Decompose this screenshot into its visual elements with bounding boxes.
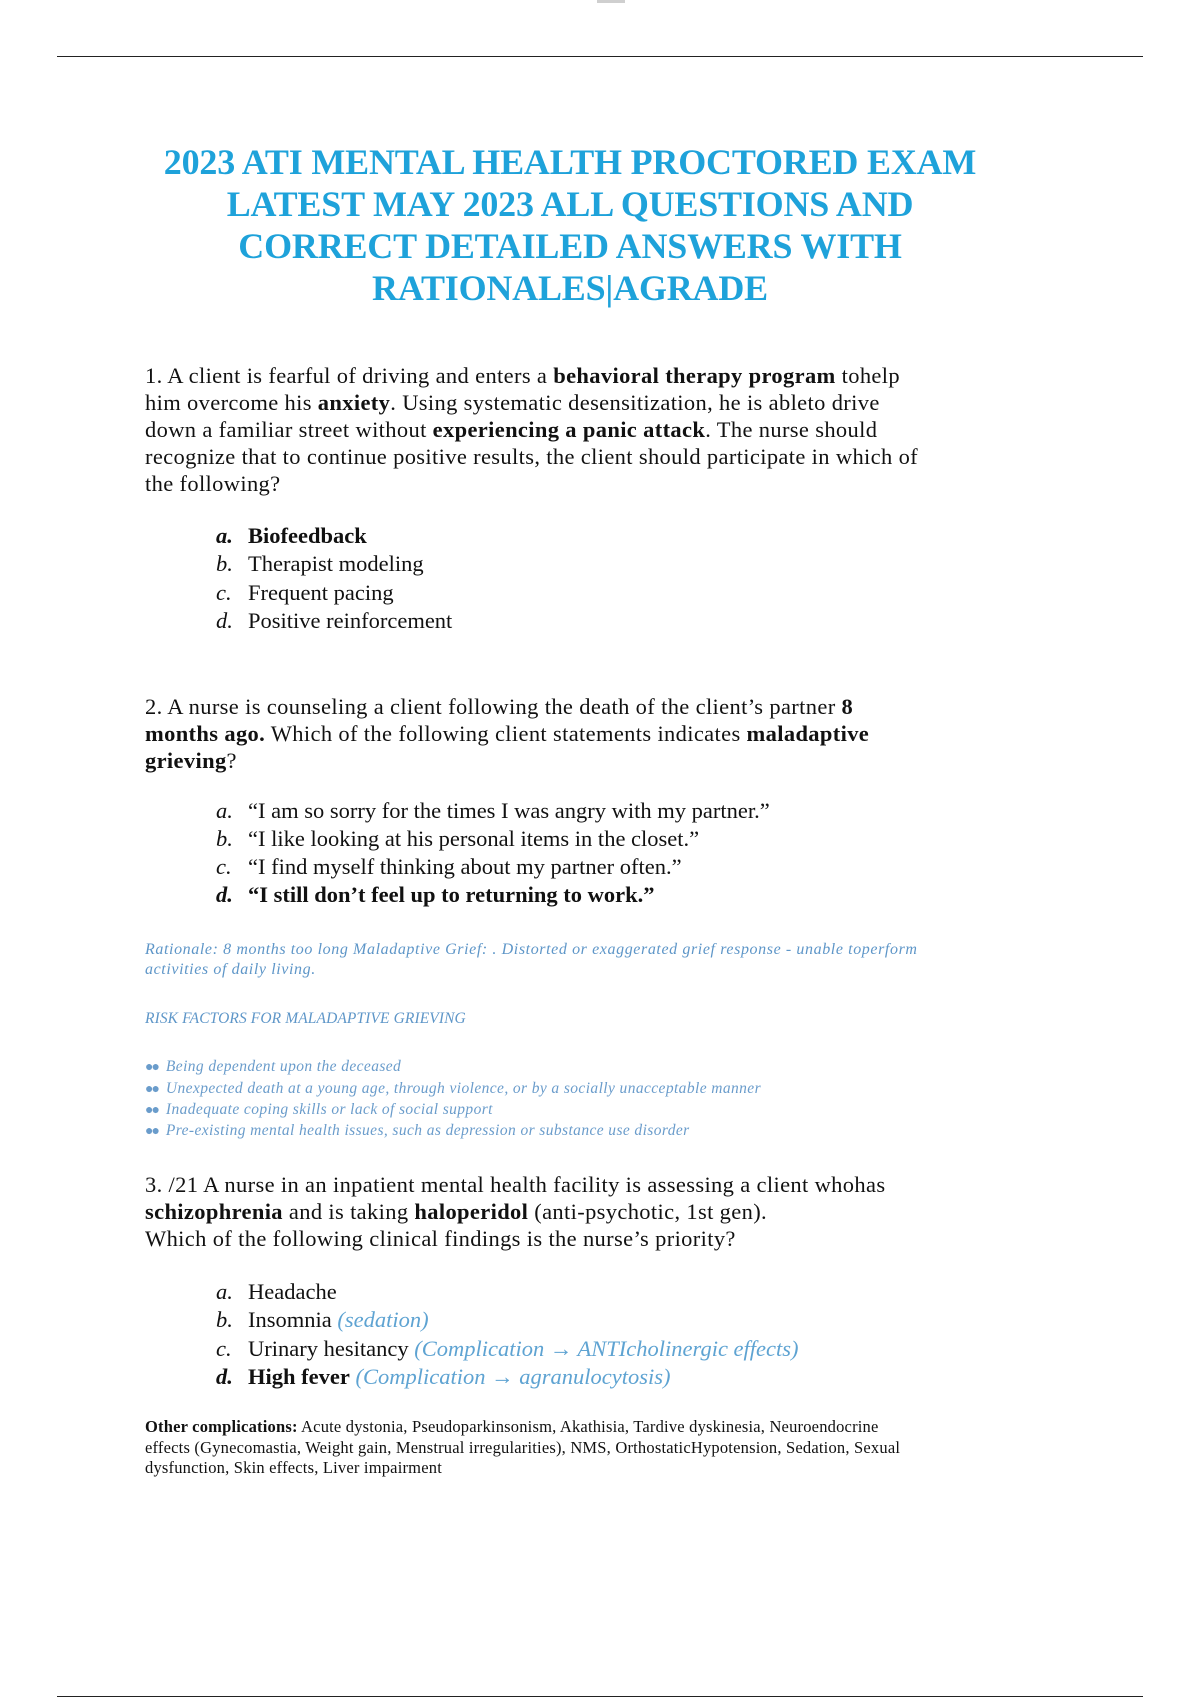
header-rule — [57, 56, 1143, 57]
option-text: Headache — [248, 1279, 337, 1304]
text: effects (Gynecomastia, Weight gain, Menstrual irregularities), NMS, OrthostaticHypotension, Sedation, Sexual — [145, 1437, 901, 1457]
emphasis: maladaptive — [746, 721, 870, 746]
option-text: “I find myself thinking about my partner often.” — [248, 854, 682, 879]
risk-text: Being dependent upon the deceased — [165, 1058, 402, 1075]
text: tohelp — [835, 363, 900, 388]
option-b — [216, 1307, 429, 1333]
risk-text: Pre-existing mental health issues, such as depression or substance use disorder — [165, 1122, 690, 1139]
emphasis: grieving — [145, 748, 227, 773]
text: 1. A client is fearful of driving and enters a — [145, 363, 554, 388]
text: the following? — [145, 471, 281, 496]
option-text: “I like looking at his personal items in the closet.” — [248, 826, 700, 851]
title-line: CORRECT DETAILED ANSWERS WITH — [238, 226, 902, 266]
option-letter: a. — [216, 1279, 233, 1304]
option-a — [216, 1279, 337, 1305]
text: . Using systematic desensitization, he is ableto drive — [390, 390, 880, 415]
option-b — [216, 826, 699, 852]
emphasis: months ago. — [145, 721, 266, 746]
bullet-icon: ●● — [145, 1082, 158, 1097]
list-item — [145, 1058, 401, 1076]
option-letter: d. — [216, 608, 233, 633]
question-1-stem — [145, 362, 1060, 497]
text: Which of the following clinical findings is the nurse’s priority? — [145, 1226, 736, 1251]
question-2-rationale — [145, 940, 1060, 980]
bullet-icon: ●● — [145, 1103, 158, 1118]
option-text: High fever — [248, 1364, 350, 1389]
other-complications — [145, 1417, 1060, 1479]
option-letter: d. — [216, 1364, 233, 1389]
option-text: Urinary hesitancy — [248, 1336, 409, 1361]
emphasis: behavioral therapy program — [553, 363, 836, 388]
page-top-mark — [597, 0, 625, 3]
rationale-text: activities of daily living. — [145, 961, 316, 978]
question-2-stem — [145, 693, 1060, 774]
bullet-icon: ●● — [145, 1060, 158, 1075]
option-letter: b. — [216, 551, 233, 576]
list-item — [145, 1101, 493, 1119]
text: Which of the following client statements indicates — [265, 721, 747, 746]
emphasis: experiencing a panic attack — [432, 417, 706, 442]
document-title — [130, 141, 1010, 309]
emphasis: 8 — [841, 694, 854, 719]
other-label: Other complications: — [145, 1417, 298, 1436]
option-c — [216, 580, 394, 606]
option-text: “I am so sorry for the times I was angry with my partner.” — [248, 798, 770, 823]
text: 2. A nurse is counseling a client following the death of the client’s partner — [145, 694, 842, 719]
option-text: Positive reinforcement — [248, 608, 453, 633]
option-d — [216, 882, 654, 908]
option-letter: d. — [216, 882, 233, 907]
question-3-stem — [145, 1171, 1060, 1252]
option-letter: a. — [216, 523, 233, 548]
emphasis: haloperidol — [414, 1199, 529, 1224]
option-c — [216, 1336, 799, 1362]
text: recognize that to continue positive results, the client should participate in which of — [145, 444, 919, 469]
option-text: Frequent pacing — [248, 580, 394, 605]
risk-text: Unexpected death at a young age, through violence, or by a socially unacceptable manner — [165, 1080, 761, 1097]
option-letter: c. — [216, 580, 232, 605]
title-line: RATIONALES|AGRADE — [372, 268, 768, 308]
option-a — [216, 798, 770, 824]
title-line: LATEST MAY 2023 ALL QUESTIONS AND — [226, 184, 914, 224]
bullet-icon: ●● — [145, 1124, 158, 1139]
option-c — [216, 854, 682, 880]
option-text: Insomnia — [248, 1307, 332, 1332]
text: (anti-psychotic, 1st gen). — [528, 1199, 768, 1224]
option-a — [216, 523, 367, 549]
option-text: Therapist modeling — [248, 551, 424, 576]
option-letter: b. — [216, 826, 233, 851]
option-note: (sedation) — [337, 1307, 429, 1332]
rationale-text: Rationale: 8 months too long Maladaptive Grief: . Distorted or exaggerated grief response - unable toperform — [145, 941, 918, 958]
option-text: “I still don’t feel up to returning to work.” — [248, 882, 655, 907]
risk-text: Inadequate coping skills or lack of social support — [165, 1101, 493, 1118]
option-letter: c. — [216, 854, 232, 879]
text: dysfunction, Skin effects, Liver impairment — [145, 1458, 442, 1477]
option-note: (Complication → ANTIcholinergic effects) — [414, 1336, 799, 1361]
option-letter: b. — [216, 1307, 233, 1332]
risk-factors-heading: RISK FACTORS FOR MALADAPTIVE GRIEVING — [145, 1010, 466, 1027]
text: him overcome his — [145, 390, 318, 415]
emphasis: schizophrenia — [145, 1199, 283, 1224]
text: . The nurse should — [705, 417, 878, 442]
option-d — [216, 1364, 670, 1390]
option-note: (Complication → agranulocytosis) — [355, 1364, 671, 1389]
option-text: Biofeedback — [248, 523, 367, 548]
option-letter: a. — [216, 798, 233, 823]
text: Acute dystonia, Pseudoparkinsonism, Akathisia, Tardive dyskinesia, Neuroendocrine — [297, 1417, 879, 1436]
option-d — [216, 608, 452, 634]
footer-rule — [57, 1696, 1143, 1697]
emphasis: anxiety — [317, 390, 391, 415]
option-b — [216, 551, 424, 577]
text: down a familiar street without — [145, 417, 433, 442]
list-item — [145, 1080, 761, 1098]
text: 3. /21 A nurse in an inpatient mental health facility is assessing a client whohas — [145, 1172, 886, 1197]
text: ? — [226, 748, 237, 773]
text: and is taking — [282, 1199, 415, 1224]
option-letter: c. — [216, 1336, 232, 1361]
list-item — [145, 1122, 690, 1140]
title-line: 2023 ATI MENTAL HEALTH PROCTORED EXAM — [163, 142, 977, 182]
